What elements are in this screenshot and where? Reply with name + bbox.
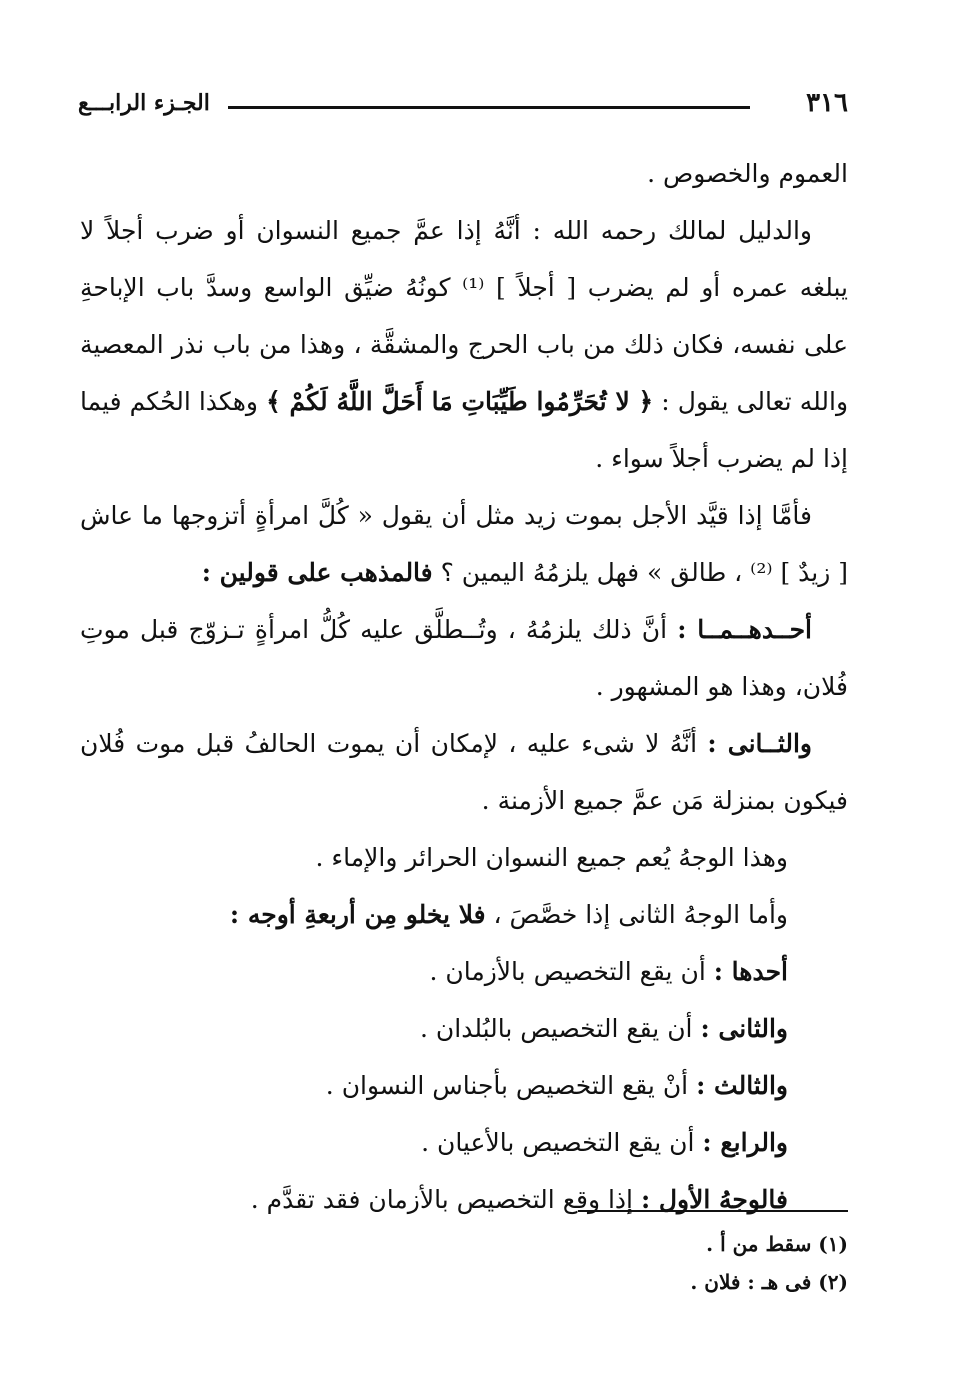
paragraph-2-end: وهكذا الحُكم فيما إذا لم يضرب أجلاً سواء . [80,387,848,473]
paragraph-6-text: وهذا الوجهُ يُعم جميع النسوان الحرائر والإماء . [315,843,788,872]
paragraph-8-label: فالوجهُ الأول : [640,1185,788,1214]
footnote-2: (٢) فى هـ : فلان . [690,1270,848,1294]
paragraph-7-bold: فلا يخلو مِن أربعةِ أوجه : [229,900,486,929]
paragraph-8-text: إذا وقع التخصيص بالأزمان فقد تقدَّم . [250,1185,633,1214]
header-rule [228,106,750,109]
list-item [80,1114,848,1171]
paragraph-1-text: العموم والخصوص . [647,159,848,188]
footnotes [348,1225,848,1301]
paragraph-5 [80,715,848,829]
paragraph-3-text: فأمَّا إذا قيَّد الأجل بموت زيد مثل أن يقول « كُلَّ امرأةٍ أتزوجها ما عاش [ زيدٌ ] ⁽²⁾ ، طالق » فهل يلزمُهُ اليمين ؟ [80,501,848,587]
list-item-label: والرابع : [702,1128,788,1157]
page-header [78,88,848,122]
list-item-text: أن يقع التخصيص بالبُلدان . [420,1014,693,1043]
paragraph-8 [80,1171,848,1228]
footnote-1: (١) سقط من أ . [706,1232,848,1256]
paragraph-4-text: أنَّ ذلك يلزمُهُ ، وتُــطلَّق عليه كُلُّ امرأةٍ تـزوّج قبل موتِ فُلان، وهذا هو المشهور . [80,615,848,701]
paragraph-4-label: أحــدهــمــا : [677,615,812,644]
paragraph-6 [80,829,848,886]
running-title: الجـزء الرابـــع [78,90,210,116]
list-item-text: أنْ يقع التخصيص بأجناس النسوان . [325,1071,689,1100]
paragraph-7-text: وأما الوجهُ الثانى إذا خصَّصَ ، [493,900,788,929]
footnote-rule [578,1210,848,1212]
list-item-text: أن يقع التخصيص بالأزمان . [429,957,706,986]
list-item [80,1000,848,1057]
list-item [80,1057,848,1114]
paragraph-2 [80,202,848,487]
list-item-label: والثانى : [700,1014,788,1043]
paragraph-7 [80,886,848,943]
paragraph-5-label: والثــانى : [707,729,812,758]
list-item-text: أن يقع التخصيص بالأعيان . [421,1128,695,1157]
body-text [80,145,848,1228]
paragraph-2-text: والدليل لمالك رحمه الله : أنَّهُ إذا عمَّ جميع النسوان أو ضرب أجلاً لا يبلغه عمره أو لم يضرب [ أجلاً ] ⁽¹⁾ كونُهُ ضيِّق الواسع وسدَّ باب الإباحةِ على نفسه، فكان ذلك من باب الحرج والمشقَّة ، وهذا من باب نذر المعصية والله تعالى يقول : [80,216,849,416]
paragraph-1 [80,145,848,202]
page-number: ٣١٦ [806,88,848,118]
paragraph-5-text: أنَّهُ لا شىء عليه ، لإمكان أن يموت الحالفُ قبل موت فُلان فيكون بمنزلة مَن عمَّ جميع الأزمنة . [80,729,848,815]
paragraph-4 [80,601,848,715]
list-item-label: والثالث : [696,1071,788,1100]
paragraph-3-bold: فالمذهب على قولين : [201,558,433,587]
list-item-label: أحدها : [713,957,788,986]
quran-verse: ﴿ لا تُحَرِّمُوا طَيِّبَاتِ مَا أَحَلَّ اللَّهُ لَكُمْ ﴾ [266,387,654,416]
list-item [80,943,848,1000]
paragraph-3 [80,487,848,601]
